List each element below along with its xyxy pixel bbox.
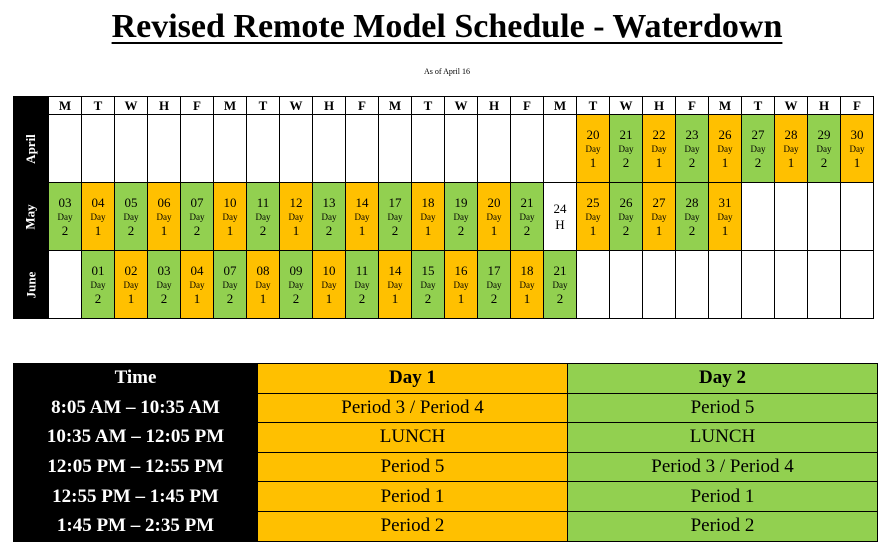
day-number: 1 [391,290,399,306]
empty-day-cell [247,115,280,183]
date-number: 17 [388,194,402,210]
day-number: 1 [655,154,663,170]
as-of-date: As of April 16 [424,67,470,76]
day-cell [115,183,148,251]
month-row-may [14,183,874,251]
date-number: 27 [652,194,666,210]
day-label: Day [420,211,436,222]
bell-header-row [14,364,878,394]
day-number: 2 [391,222,399,238]
month-label-text: April [23,133,38,164]
day-cell [214,183,247,251]
empty-day-cell [148,115,181,183]
empty-day-cell [511,115,544,183]
day-label: Day [585,211,601,222]
empty-day-cell [82,115,115,183]
date-number: 07 [190,194,204,210]
date-number: 20 [586,126,600,142]
day2-cell: Period 2 [568,511,878,541]
day-label: Day [189,279,205,290]
day-cell [841,115,874,183]
weekday-header: H [478,97,511,115]
weekday-header: W [115,97,148,115]
day-number: 1 [94,222,102,238]
day-label: Day [288,279,304,290]
day1-cell: Period 5 [258,452,568,482]
date-number: 26 [619,194,633,210]
date-number: 22 [652,126,666,142]
day-cell [181,183,214,251]
day1-cell: Period 1 [258,482,568,512]
day-number: 1 [523,290,531,306]
day-label: Day [255,279,271,290]
day-number: 2 [820,154,828,170]
day-cell [115,251,148,319]
date-number: 03 [157,262,171,278]
day-label: Day [420,279,436,290]
weekday-header: W [280,97,313,115]
day-label: Day [816,143,832,154]
weekday-header: W [610,97,643,115]
date-number: 17 [487,262,501,278]
day-label: Day [189,211,205,222]
day-number: 2 [622,154,630,170]
empty-day-cell [280,115,313,183]
day1-cell: Period 2 [258,511,568,541]
day-cell [709,115,742,183]
empty-day-cell [676,251,709,319]
weekday-header: M [709,97,742,115]
day2-header: Day 2 [568,364,878,394]
day-label: Day [849,143,865,154]
date-number: 14 [388,262,402,278]
day-label: Day [684,211,700,222]
day1-header: Day 1 [258,364,568,394]
date-number: 21 [553,262,567,278]
empty-day-cell [412,115,445,183]
date-number: 26 [718,126,732,142]
time-cell: 12:55 PM – 1:45 PM [14,482,258,512]
day-cell [346,183,379,251]
day-number: 1 [721,154,729,170]
day1-cell: Period 3 / Period 4 [258,393,568,423]
date-number: 30 [850,126,864,142]
weekday-header: W [775,97,808,115]
calendar-corner [14,97,49,115]
day-cell [148,183,181,251]
day-label: Day [354,279,370,290]
day-cell [577,183,610,251]
empty-day-cell [214,115,247,183]
weekday-header: W [445,97,478,115]
day-cell [676,115,709,183]
date-number: 16 [454,262,468,278]
empty-day-cell [643,251,676,319]
day-cell [82,251,115,319]
date-number: 09 [289,262,303,278]
day-label: Day [387,211,403,222]
day2-cell: LUNCH [568,423,878,453]
day-cell [478,251,511,319]
day-number: 1 [259,290,267,306]
date-number: 19 [454,194,468,210]
day-cell [577,115,610,183]
date-number: 15 [421,262,435,278]
date-number: 11 [256,194,270,210]
weekday-header: F [841,97,874,115]
day-label: Day [486,211,502,222]
day-number: 2 [358,290,366,306]
bell-row [14,452,878,482]
weekday-header: F [511,97,544,115]
empty-day-cell [709,251,742,319]
date-number: 10 [322,262,336,278]
day-cell [214,251,247,319]
bell-schedule-table [13,363,878,542]
empty-day-cell [379,115,412,183]
day-label: Day [684,143,700,154]
date-number: 27 [751,126,765,142]
day-number: 2 [754,154,762,170]
weekday-header: T [742,97,775,115]
weekday-header: T [82,97,115,115]
day-label: Day [90,211,106,222]
day-cell [313,183,346,251]
month-row-april [14,115,874,183]
day-number: 2 [226,290,234,306]
date-number: 29 [817,126,831,142]
empty-day-cell [808,183,841,251]
date-number: 12 [289,194,303,210]
date-number: 03 [58,194,72,210]
day-number: 2 [688,154,696,170]
day-number: 2 [193,222,201,238]
date-number: 18 [421,194,435,210]
bell-row [14,423,878,453]
day-cell [247,183,280,251]
date-number: 23 [685,126,699,142]
day-cell [379,251,412,319]
day-number: 1 [589,222,597,238]
day-cell [181,251,214,319]
empty-day-cell [841,251,874,319]
day-number: 2 [325,222,333,238]
day2-cell: Period 5 [568,393,878,423]
weekday-header: T [577,97,610,115]
date-number: 13 [322,194,336,210]
weekday-header: H [808,97,841,115]
empty-day-cell [775,183,808,251]
weekday-header: M [544,97,577,115]
day-label: Day [783,143,799,154]
day-number: 1 [127,290,135,306]
date-number: 28 [685,194,699,210]
date-number: 24 [553,200,567,216]
day1-cell: LUNCH [258,423,568,453]
day-cell [643,183,676,251]
day-number: 1 [721,222,729,238]
date-number: 05 [124,194,138,210]
day-label: Day [156,279,172,290]
weekday-header: H [643,97,676,115]
day-label: Day [618,143,634,154]
date-number: 02 [124,262,138,278]
day-number: 2 [61,222,69,238]
month-label [14,115,49,183]
day-number: 1 [226,222,234,238]
day-number: 2 [424,290,432,306]
day-cell [445,183,478,251]
day-label: Day [354,211,370,222]
day-number: 1 [457,290,465,306]
date-number: 31 [718,194,732,210]
day-label: Day [651,211,667,222]
day-label: Day [288,211,304,222]
day-number: 2 [160,290,168,306]
day-cell [676,183,709,251]
day-number: 1 [655,222,663,238]
day-cell [49,183,82,251]
day-label: Day [255,211,271,222]
empty-day-cell [445,115,478,183]
day-label: Day [486,279,502,290]
day-cell [412,251,445,319]
day-label: Day [519,279,535,290]
weekday-header: H [148,97,181,115]
day-cell [346,251,379,319]
weekday-header: F [346,97,379,115]
day-label: Day [585,143,601,154]
date-number: 01 [91,262,105,278]
bell-row [14,511,878,541]
day-label: Day [123,279,139,290]
weekday-header-row [14,97,874,115]
day-number: 2 [556,290,564,306]
empty-day-cell [544,115,577,183]
date-number: 11 [355,262,369,278]
day-cell [808,115,841,183]
empty-day-cell [115,115,148,183]
weekday-header: M [214,97,247,115]
day-cell [709,183,742,251]
day-cell [379,183,412,251]
day-label: Day [717,211,733,222]
month-row-june [14,251,874,319]
date-number: 04 [190,262,204,278]
day-cell [742,115,775,183]
day-label: Day [552,279,568,290]
date-number: 28 [784,126,798,142]
empty-day-cell [577,251,610,319]
empty-day-cell [181,115,214,183]
day-cell [247,251,280,319]
empty-day-cell [841,183,874,251]
day-cell [511,183,544,251]
day-number: 1 [424,222,432,238]
date-number: 21 [619,126,633,142]
empty-day-cell [610,251,643,319]
calendar-grid [13,96,874,319]
date-number: 10 [223,194,237,210]
day-label: Day [321,279,337,290]
empty-day-cell [49,115,82,183]
day-cell [610,183,643,251]
empty-day-cell [478,115,511,183]
date-number: 14 [355,194,369,210]
day-number: 2 [490,290,498,306]
day-label: Day [222,211,238,222]
page-title: Revised Remote Model Schedule - Waterdown [111,8,783,45]
day-label: Day [156,211,172,222]
day-label: Day [321,211,337,222]
day-label: Day [123,211,139,222]
empty-day-cell [313,115,346,183]
day-number: 2 [94,290,102,306]
day-cell [511,251,544,319]
month-label-text: June [22,271,38,298]
empty-day-cell [775,251,808,319]
month-label-text: May [23,203,38,230]
day-number: 1 [853,154,861,170]
day-number: 1 [490,222,498,238]
date-number: 20 [487,194,501,210]
empty-day-cell [49,251,82,319]
date-number: 07 [223,262,237,278]
time-header: Time [14,364,258,394]
day-label: Day [222,279,238,290]
day-number: 2 [688,222,696,238]
day-cell [544,251,577,319]
day-label: Day [717,143,733,154]
day-label: Day [651,143,667,154]
day-label: Day [57,211,73,222]
month-label [14,251,49,319]
day2-cell: Period 1 [568,482,878,512]
day-label: Day [618,211,634,222]
day-number: 1 [292,222,300,238]
day-cell [313,251,346,319]
empty-day-cell [742,251,775,319]
day-number: 2 [259,222,267,238]
bell-row [14,482,878,512]
date-number: 18 [520,262,534,278]
date-number: 08 [256,262,270,278]
day-cell [643,115,676,183]
day-cell [280,251,313,319]
date-number: 06 [157,194,171,210]
holiday-marker: H [555,216,565,232]
day-number: 2 [127,222,135,238]
bell-row [14,393,878,423]
day-number: 1 [787,154,795,170]
day-number: 2 [622,222,630,238]
day-cell [82,183,115,251]
weekday-header: M [49,97,82,115]
month-label [14,183,49,251]
weekday-header: M [379,97,412,115]
empty-day-cell [346,115,379,183]
day-cell [544,183,577,251]
day-number: 1 [325,290,333,306]
day-number: 2 [292,290,300,306]
weekday-header: F [676,97,709,115]
weekday-header: F [181,97,214,115]
time-cell: 8:05 AM – 10:35 AM [14,393,258,423]
day-label: Day [519,211,535,222]
day-label: Day [387,279,403,290]
day-cell [478,183,511,251]
time-cell: 10:35 AM – 12:05 PM [14,423,258,453]
day-label: Day [453,279,469,290]
day-number: 2 [523,222,531,238]
weekday-header: H [313,97,346,115]
day-label: Day [453,211,469,222]
date-number: 21 [520,194,534,210]
day-cell [280,183,313,251]
day-label: Day [750,143,766,154]
time-cell: 12:05 PM – 12:55 PM [14,452,258,482]
time-cell: 1:45 PM – 2:35 PM [14,511,258,541]
day2-cell: Period 3 / Period 4 [568,452,878,482]
empty-day-cell [808,251,841,319]
date-number: 25 [586,194,600,210]
weekday-header: T [247,97,280,115]
weekday-header: T [412,97,445,115]
day-cell [412,183,445,251]
day-number: 1 [193,290,201,306]
day-label: Day [90,279,106,290]
day-cell [610,115,643,183]
day-cell [445,251,478,319]
day-cell [775,115,808,183]
day-cell [148,251,181,319]
day-number: 2 [457,222,465,238]
date-number: 04 [91,194,105,210]
day-number: 1 [589,154,597,170]
day-number: 1 [160,222,168,238]
day-number: 1 [358,222,366,238]
empty-day-cell [742,183,775,251]
